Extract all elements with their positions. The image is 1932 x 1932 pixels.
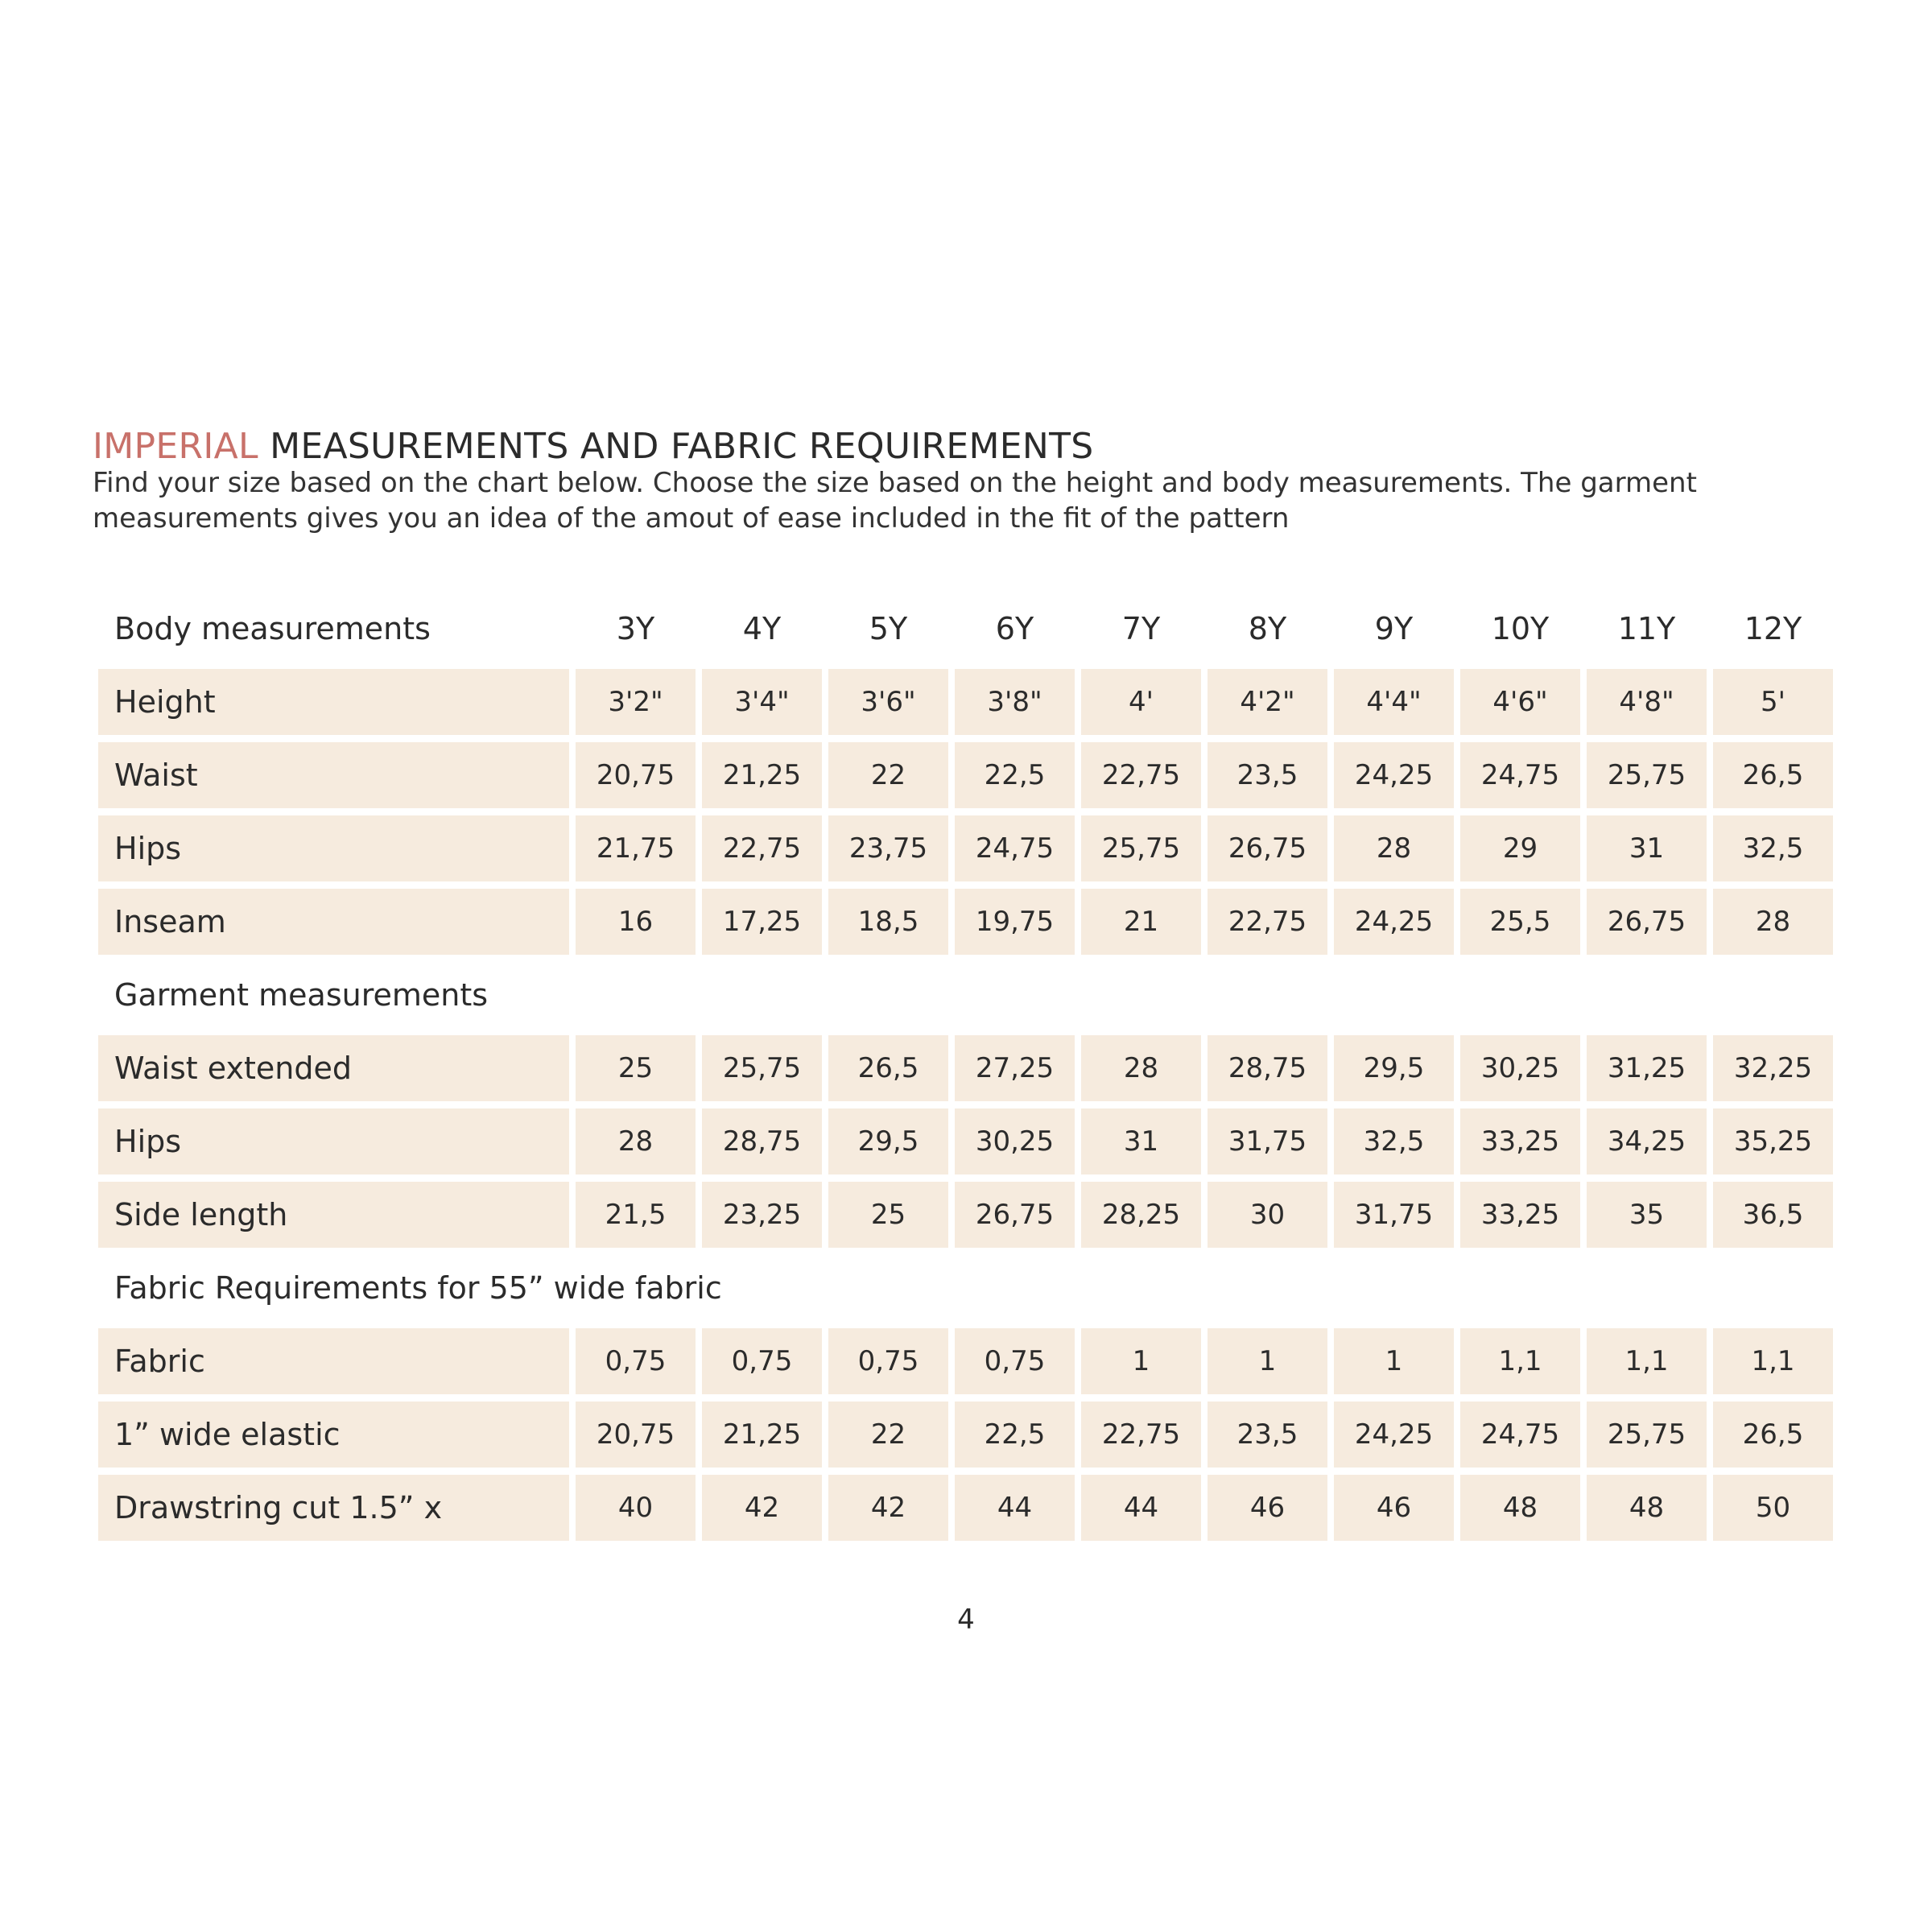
table-cell: 3'6" [828,669,948,735]
row-label: Inseam [98,889,569,955]
table-cell: 16 [576,889,696,955]
table-cell: 22,75 [1081,1402,1201,1468]
table-cell: 30,25 [955,1108,1075,1174]
table-cell: 32,5 [1713,815,1833,881]
table-cell: 44 [1081,1475,1201,1541]
table-cell: 24,25 [1334,742,1454,808]
section-title: Garment measurements [114,977,489,1013]
row-label: Side length [98,1182,569,1248]
table-cell: 26,75 [955,1182,1075,1248]
section-title: Fabric Requirements for 55” wide fabric [114,1270,722,1306]
table-cell: 23,5 [1208,1402,1327,1468]
table-cell: 29 [1460,815,1580,881]
table-cell: 33,25 [1460,1108,1580,1174]
table-header-label: Body measurements [114,611,431,646]
table-cell: 48 [1587,1475,1707,1541]
row-label: Drawstring cut 1.5” x [98,1475,569,1541]
size-chart-table [98,596,1833,1548]
row-label: Waist [98,742,569,808]
table-cell: 44 [955,1475,1075,1541]
table-cell: 25 [576,1035,696,1101]
page-title [93,423,1094,471]
table-cell: 31,75 [1334,1182,1454,1248]
table-cell: 42 [702,1475,822,1541]
table-cell: 3'8" [955,669,1075,735]
table-cell: 21,75 [576,815,696,881]
row-label: Hips [98,1108,569,1174]
size-header: 9Y [1374,611,1414,646]
table-cell: 1 [1081,1328,1201,1394]
table-cell: 32,25 [1713,1035,1833,1101]
size-header: 5Y [869,611,908,646]
table-cell: 35,25 [1713,1108,1833,1174]
size-header: 6Y [995,611,1034,646]
row-label: 1” wide elastic [98,1402,569,1468]
table-cell: 4'2" [1208,669,1327,735]
table-cell: 21 [1081,889,1201,955]
size-header: 4Y [742,611,782,646]
table-cell: 46 [1334,1475,1454,1541]
table-cell: 0,75 [576,1328,696,1394]
table-cell: 31,25 [1587,1035,1707,1101]
table-cell: 24,25 [1334,1402,1454,1468]
title-accent: IMPERIAL [93,426,258,467]
page-number: 4 [957,1604,975,1636]
table-cell: 4' [1081,669,1201,735]
table-cell: 1,1 [1587,1328,1707,1394]
table-cell: 28,25 [1081,1182,1201,1248]
table-cell: 50 [1713,1475,1833,1541]
table-cell: 40 [576,1475,696,1541]
table-cell: 30 [1208,1182,1327,1248]
size-header: 10Y [1491,611,1550,646]
table-cell: 26,75 [1587,889,1707,955]
row-label: Waist extended [98,1035,569,1101]
table-cell: 5' [1713,669,1833,735]
table-cell: 26,5 [1713,742,1833,808]
table-cell: 28 [1081,1035,1201,1101]
table-cell: 28 [576,1108,696,1174]
row-label: Height [98,669,569,735]
table-cell: 0,75 [955,1328,1075,1394]
table-cell: 22 [828,1402,948,1468]
table-cell: 24,75 [1460,1402,1580,1468]
table-cell: 48 [1460,1475,1580,1541]
table-cell: 22,75 [1081,742,1201,808]
table-cell: 22,5 [955,742,1075,808]
table-cell: 22 [828,742,948,808]
table-cell: 31 [1081,1108,1201,1174]
table-cell: 25,75 [1081,815,1201,881]
size-header: 3Y [616,611,655,646]
table-cell: 26,5 [828,1035,948,1101]
row-label: Fabric [98,1328,569,1394]
table-cell: 46 [1208,1475,1327,1541]
table-cell: 3'4" [702,669,822,735]
table-cell: 25,75 [702,1035,822,1101]
table-cell: 42 [828,1475,948,1541]
table-cell: 28 [1713,889,1833,955]
table-cell: 28,75 [1208,1035,1327,1101]
table-cell: 30,25 [1460,1035,1580,1101]
table-cell: 23,5 [1208,742,1327,808]
table-cell: 26,5 [1713,1402,1833,1468]
table-cell: 22,75 [1208,889,1327,955]
table-cell: 29,5 [1334,1035,1454,1101]
table-cell: 25,5 [1460,889,1580,955]
table-cell: 22,75 [702,815,822,881]
table-cell: 18,5 [828,889,948,955]
table-cell: 24,75 [1460,742,1580,808]
table-cell: 32,5 [1334,1108,1454,1174]
table-cell: 31 [1587,815,1707,881]
table-cell: 27,25 [955,1035,1075,1101]
table-cell: 21,25 [702,1402,822,1468]
table-cell: 26,75 [1208,815,1327,881]
table-cell: 33,25 [1460,1182,1580,1248]
table-cell: 17,25 [702,889,822,955]
table-cell: 25,75 [1587,1402,1707,1468]
table-cell: 24,75 [955,815,1075,881]
table-cell: 29,5 [828,1108,948,1174]
table-cell: 1 [1334,1328,1454,1394]
table-cell: 4'8" [1587,669,1707,735]
size-header: 11Y [1617,611,1676,646]
table-cell: 31,75 [1208,1108,1327,1174]
table-cell: 4'6" [1460,669,1580,735]
table-cell: 1,1 [1460,1328,1580,1394]
table-cell: 23,25 [702,1182,822,1248]
table-cell: 28,75 [702,1108,822,1174]
title-rest: MEASUREMENTS AND FABRIC REQUIREMENTS [258,426,1094,467]
table-cell: 20,75 [576,742,696,808]
size-header: 12Y [1744,611,1802,646]
table-cell: 35 [1587,1182,1707,1248]
table-cell: 23,75 [828,815,948,881]
table-cell: 0,75 [702,1328,822,1394]
size-header: 8Y [1248,611,1287,646]
table-cell: 25 [828,1182,948,1248]
table-cell: 0,75 [828,1328,948,1394]
table-cell: 25,75 [1587,742,1707,808]
table-cell: 28 [1334,815,1454,881]
table-cell: 19,75 [955,889,1075,955]
intro-text: Find your size based on the chart below. Choose the size based on the height and body measurements. The garment measurements gives you an idea of the amout of ease included in the fit of the pattern [93,467,1697,535]
size-header: 7Y [1121,611,1161,646]
table-cell: 1 [1208,1328,1327,1394]
table-cell: 3'2" [576,669,696,735]
table-cell: 36,5 [1713,1182,1833,1248]
row-label: Hips [98,815,569,881]
table-cell: 34,25 [1587,1108,1707,1174]
table-cell: 1,1 [1713,1328,1833,1394]
table-cell: 21,25 [702,742,822,808]
table-cell: 4'4" [1334,669,1454,735]
table-cell: 24,25 [1334,889,1454,955]
table-cell: 20,75 [576,1402,696,1468]
table-cell: 22,5 [955,1402,1075,1468]
table-cell: 21,5 [576,1182,696,1248]
